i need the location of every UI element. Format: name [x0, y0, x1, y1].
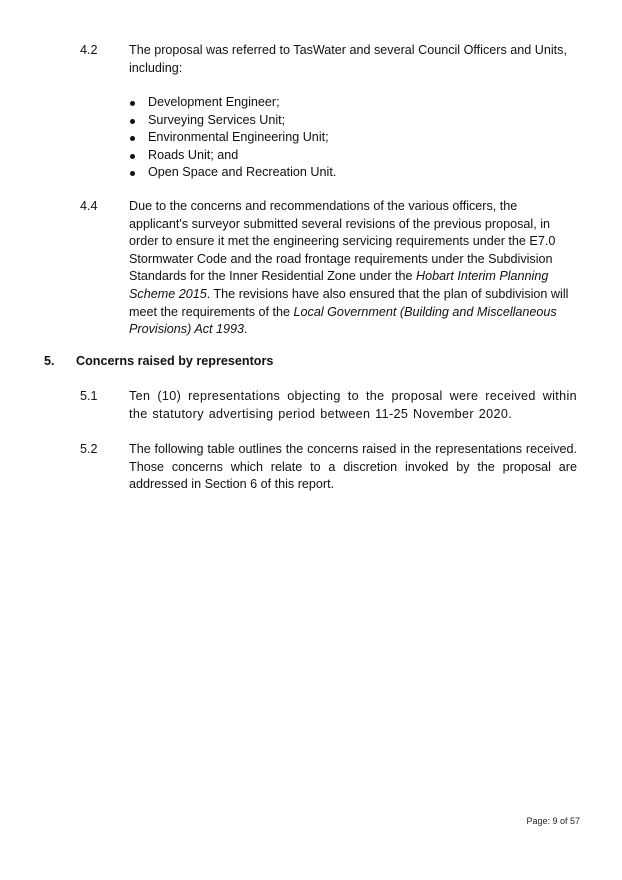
list-item: Open Space and Recreation Unit.: [129, 164, 336, 182]
section-heading-number: 5.: [44, 354, 55, 368]
referral-list: [129, 94, 336, 182]
list-item: Roads Unit; and: [129, 147, 336, 165]
section-number-4-2: 4.2: [80, 43, 98, 57]
page-number: Page: 9 of 57: [526, 816, 580, 826]
bullet-icon: [130, 154, 135, 159]
list-item: Environmental Engineering Unit;: [129, 129, 336, 147]
section-4-2-text: The proposal was referred to TasWater and several Council Officers and Units, including:: [129, 43, 567, 75]
section-heading: Concerns raised by representors: [76, 354, 274, 368]
section-5-2-text: The following table outlines the concerns raised in the representations received. Those concerns which relate to a discretion invoked by the proposal are addressed in Section 6 of this report.: [129, 442, 577, 492]
section-number-5-2: 5.2: [80, 442, 98, 456]
section-number-5-1: 5.1: [80, 389, 98, 403]
bullet-icon: [130, 136, 135, 141]
section-5-1-text: Ten (10) representations objecting to the proposal were received within the statutory advertising period between 11-25 November 2020.: [129, 389, 577, 421]
bullet-icon: [130, 119, 135, 124]
bullet-icon: [130, 171, 135, 176]
act-title: Local Government (Building and Miscellaneous Provisions) Act 1993: [129, 304, 557, 337]
list-item: Development Engineer;: [129, 94, 336, 112]
list-item: Surveying Services Unit;: [129, 112, 336, 130]
section-4-4-text: Due to the concerns and recommendations of the various officers, the applicant's surveyor submitted several revisions of the previous proposal, in order to ensure it met the engineering servicing requirements under the E7.0 Stormwater Code and the road frontage requirements under the Subdivision Standards for the Inner Residential Zone under the Hobart Interim Planning Scheme 2015. The revisions have also ensured that the plan of subdivision will meet the requirements of the Local Government (Building and Miscellaneous Provisions) Act 1993.: [129, 199, 569, 337]
bullet-icon: [130, 101, 135, 106]
scheme-title: Hobart Interim Planning Scheme 2015: [129, 269, 549, 301]
section-number-4-4: 4.4: [80, 199, 98, 213]
